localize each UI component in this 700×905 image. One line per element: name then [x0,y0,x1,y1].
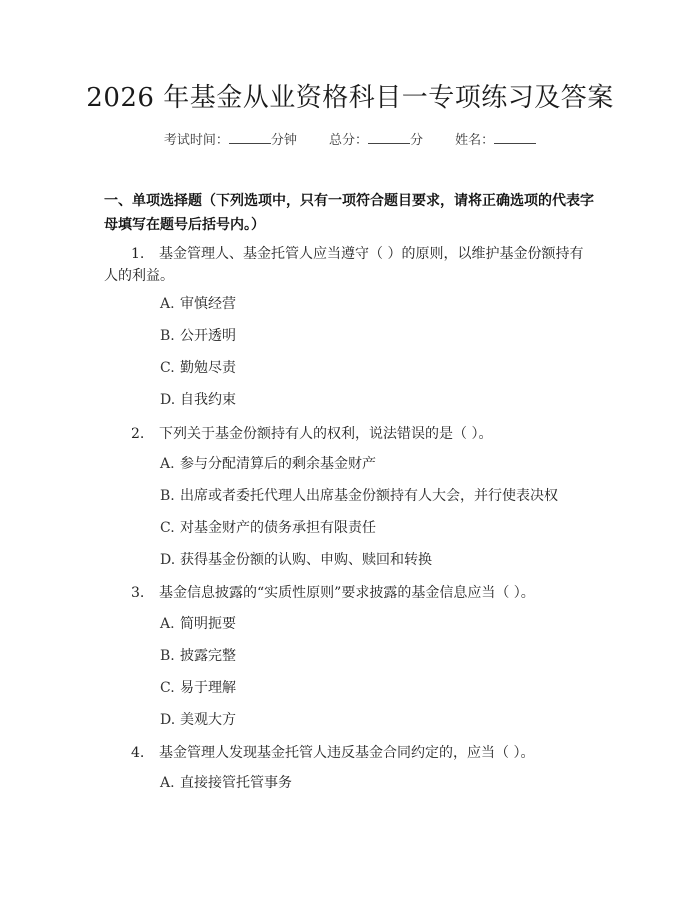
exam-info-line [0,131,700,150]
option-c: C. 勤勉尽责 [160,360,236,376]
question-text: 下列关于基金份额持有人的权利，说法错误的是（ ）。 [159,426,493,442]
question-2 [104,423,594,445]
score-blank [368,131,410,144]
option-b: B. 披露完整 [160,648,236,664]
option-d: D. 获得基金份额的认购、申购、赎回和转换 [160,552,432,568]
option-a: A. 审慎经营 [160,296,236,312]
total-score: 总分： 分 [328,133,424,148]
question-1 [104,243,594,287]
question-number: 1. [131,246,145,262]
document-title: 2026 年基金从业资格科目一专项练习及答案 [86,83,614,113]
question-text: 基金信息披露的“实质性原则”要求披露的基金信息应当（ ）。 [159,585,535,601]
student-name: 姓名： [455,133,536,148]
option-d: D. 自我约束 [160,392,236,408]
question-text: 基金管理人发现基金托管人违反基金合同约定的，应当（ ）。 [159,745,535,761]
option-a: A. 简明扼要 [160,616,236,632]
question-number: 4. [131,745,145,761]
section-heading: 一、单项选择题（下列选项中，只有一项符合题目要求，请将正确选项的代表字母填写在题号后括号内。） [104,193,594,233]
question-3 [104,582,594,604]
option-c: C. 对基金财产的债务承担有限责任 [160,520,376,536]
option-a: A. 参与分配清算后的剩余基金财产 [160,456,376,472]
option-d: D. 美观大方 [160,712,236,728]
question-number: 3. [131,585,145,601]
option-a: A. 直接接管托管事务 [160,775,292,791]
exam-time: 考试时间： 分钟 [163,133,297,148]
name-blank [494,131,536,144]
question-text: 基金管理人、基金托管人应当遵守（ ）的原则，以维护基金份额持有人的利益。 [104,246,584,284]
option-c: C. 易于理解 [160,680,236,696]
question-number: 2. [131,426,145,442]
time-blank [229,131,271,144]
option-b: B. 公开透明 [160,328,236,344]
option-b: B. 出席或者委托代理人出席基金份额持有人大会，并行使表决权 [160,488,558,504]
question-4 [104,742,594,764]
